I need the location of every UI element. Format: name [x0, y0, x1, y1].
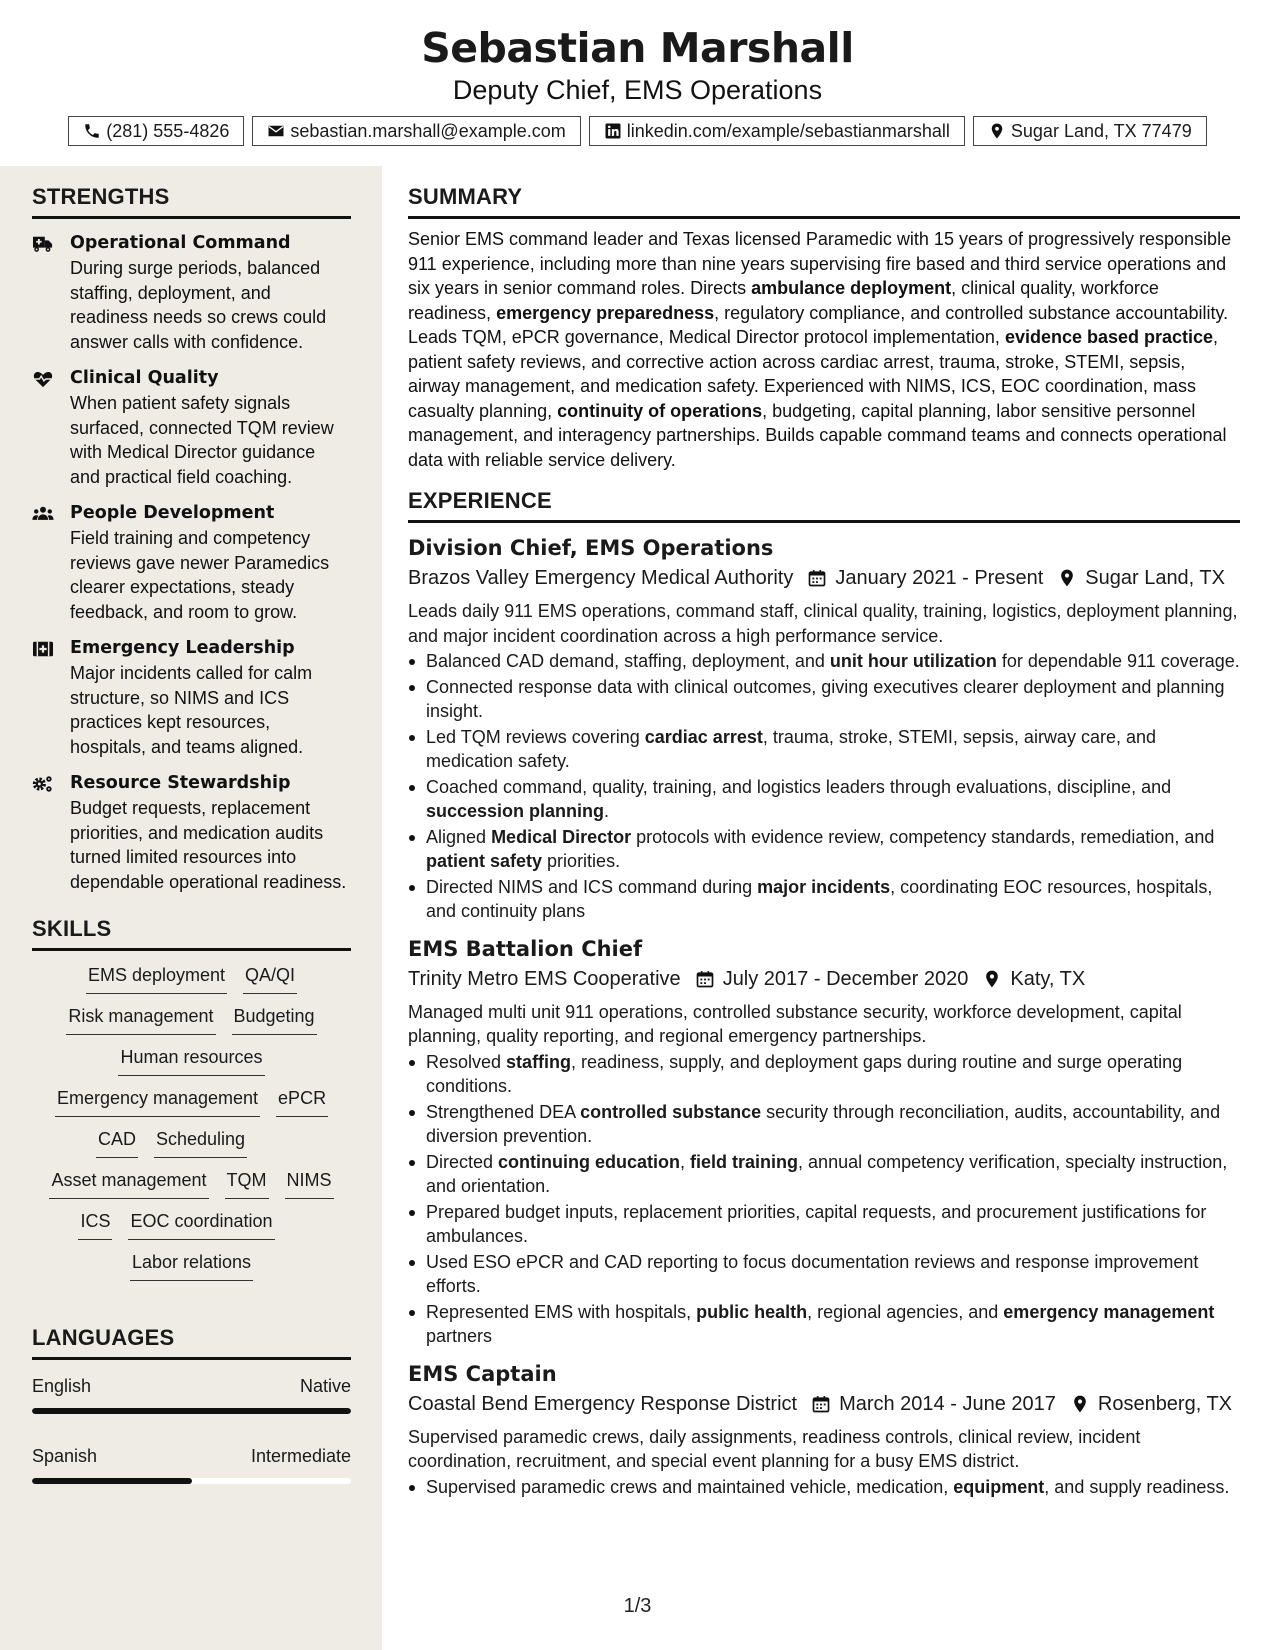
strength-desc: During surge periods, balanced staffing, deployment, and readiness needs so crews could answer calls with confidence. — [70, 258, 327, 352]
job-bullet: Directed NIMS and ICS command during major incidents, coordinating EOC resources, hospitals, and continuity plans — [408, 875, 1240, 924]
job-description: Managed multi unit 911 operations, controlled substance security, workforce development, capital planning, quality reporting, and regional emergency partnerships. — [408, 1001, 1182, 1046]
job-bullet: Directed continuing education, field training, annual competency verification, specialty instruction, and orientation. — [408, 1150, 1240, 1199]
language-proficiency-bar — [32, 1478, 351, 1484]
map-pin-icon — [988, 122, 1006, 140]
job-location: Sugar Land, TX — [1085, 567, 1225, 589]
job-dates: July 2017 - December 2020 — [722, 967, 969, 990]
strength-item — [32, 231, 350, 354]
strength-desc: When patient safety signals surfaced, connected TQM review with Medical Director guidance and practical field coaching. — [70, 393, 334, 487]
map-pin-icon — [982, 969, 1002, 989]
job-title: EMS Captain — [408, 1361, 557, 1386]
job-meta — [408, 1389, 1240, 1419]
strength-desc: Field training and competency reviews gave newer Paramedics clearer expectations, steady feedback, and room to grow. — [70, 528, 330, 622]
job-bullets — [408, 649, 1240, 924]
skill-tag: EMS deployment — [86, 961, 227, 994]
skill-tag: Asset management — [49, 1166, 208, 1199]
job-location: Rosenberg, TX — [1097, 1392, 1233, 1415]
language-level: Native — [299, 1376, 351, 1396]
calendar-icon — [695, 969, 715, 989]
contact-phone-text: (281) 555-4826 — [106, 120, 230, 141]
job-bullet: Supervised paramedic crews and maintained vehicle, medication, equipment, and supply readiness. — [408, 1475, 1240, 1500]
experience-entry — [408, 533, 1240, 924]
job-bullet: Led TQM reviews covering cardiac arrest, trauma, stroke, STEMI, sepsis, airway care, and medication safety. — [408, 725, 1240, 774]
language-name: Spanish — [32, 1446, 98, 1466]
job-meta — [408, 964, 1240, 994]
skill-tag: ePCR — [276, 1084, 328, 1117]
skill-tag: CAD — [96, 1125, 138, 1158]
contact-linkedin-text: linkedin.com/example/sebastianmarshall — [626, 120, 950, 141]
job-bullet: Coached command, quality, training, and logistics leaders through evaluations, discipline, and succession planning. — [408, 775, 1240, 824]
skill-tag: Budgeting — [232, 1002, 317, 1035]
language-name: English — [32, 1376, 92, 1396]
job-bullets — [408, 1050, 1240, 1349]
strength-desc: Budget requests, replacement priorities, and medication audits turned limited resources into dependable operational readiness. — [70, 798, 347, 892]
resume-header — [0, 0, 1275, 146]
page-number: 1/3 — [623, 1595, 652, 1617]
skill-tag: NIMS — [285, 1166, 334, 1199]
envelope-icon — [267, 122, 285, 140]
skill-tag: Emergency management — [55, 1084, 260, 1117]
contact-email-text: sebastian.marshall@example.com — [290, 120, 566, 141]
map-pin-icon — [1070, 1394, 1090, 1414]
strength-item — [32, 366, 350, 489]
contact-linkedin[interactable] — [589, 116, 965, 146]
job-description: Supervised paramedic crews, daily assignments, readiness controls, clinical review, incident coordination, recruitment, and special event planning for a busy EMS district. — [408, 1426, 1141, 1471]
language-item — [32, 1444, 351, 1484]
language-item — [32, 1374, 351, 1414]
job-bullet: Aligned Medical Director protocols with evidence review, competency standards, remediation, and patient safety priorities. — [408, 825, 1240, 874]
job-description: Leads daily 911 EMS operations, command staff, clinical quality, training, logistics, deployment planning, and major incident coordination across a high performance service. — [408, 601, 1238, 646]
sidebar — [0, 166, 382, 1650]
job-bullet: Connected response data with clinical outcomes, giving executives clearer deployment and planning insight. — [408, 675, 1240, 724]
experience-entry — [408, 934, 1240, 1349]
skill-tag: Labor relations — [130, 1248, 253, 1281]
main-content — [408, 166, 1240, 1499]
map-pin-icon — [1057, 568, 1077, 588]
kit-medical-icon — [32, 639, 54, 659]
experience-entry — [408, 1359, 1240, 1500]
job-dates: March 2014 - June 2017 — [839, 1392, 1056, 1415]
language-proficiency-bar — [32, 1408, 351, 1414]
skill-tag: Risk management — [66, 1002, 215, 1035]
skills-heading: SKILLS — [32, 914, 351, 951]
strength-title: Emergency Leadership — [70, 638, 295, 658]
job-bullet: Prepared budget inputs, replacement priorities, capital requests, and procurement justifications for ambulances. — [408, 1200, 1240, 1249]
contact-phone[interactable] — [68, 116, 244, 146]
job-bullet: Represented EMS with hospitals, public health, regional agencies, and emergency management partners — [408, 1300, 1240, 1349]
users-icon — [32, 504, 54, 524]
gears-icon — [32, 774, 54, 794]
job-bullets — [408, 1475, 1240, 1500]
skill-tag: ICS — [78, 1207, 112, 1240]
strength-title: People Development — [70, 503, 275, 523]
heart-pulse-icon — [32, 369, 54, 389]
skill-tag: TQM — [225, 1166, 269, 1199]
skill-tag: Scheduling — [154, 1125, 247, 1158]
candidate-title: Deputy Chief, EMS Operations — [452, 75, 823, 105]
calendar-icon — [807, 568, 827, 588]
truck-medical-icon — [32, 234, 54, 254]
job-bullet: Used ESO ePCR and CAD reporting to focus documentation reviews and response improvement efforts. — [408, 1250, 1240, 1299]
contact-bar — [0, 116, 1275, 146]
job-location: Katy, TX — [1010, 967, 1086, 990]
job-organization: Trinity Metro EMS Cooperative — [408, 967, 681, 990]
job-dates: January 2021 - Present — [835, 567, 1044, 589]
job-title: EMS Battalion Chief — [408, 936, 643, 961]
languages-heading: LANGUAGES — [32, 1323, 351, 1360]
skills-list — [32, 961, 351, 1281]
job-meta — [408, 563, 1240, 593]
language-level: Intermediate — [250, 1446, 351, 1466]
summary-text: Senior EMS command leader and Texas licensed Paramedic with 15 years of progressively responsible 911 experience, including more than nine years supervising fire based and third service operations and six years in senior command roles. Directs ambulance deployment, clinical quality, workforce readiness, emergency preparedness, regulatory compliance, and controlled substance accountability. Leads TQM, ePCR governance, Medical Director protocol implementation, evidence based practice, patient safety reviews, and corrective action across cardiac arrest, trauma, stroke, STEMI, sepsis, airway management, and medication safety. Experienced with NIMS, ICS, EOC coordination, mass casualty planning, continuity of operations, budgeting, capital planning, labor sensitive personnel management, and interagency partnerships. Builds capable command teams and connects operational data with reliable service delivery. — [408, 229, 1232, 470]
contact-email[interactable] — [252, 116, 580, 146]
strength-title: Clinical Quality — [70, 368, 219, 388]
strength-item — [32, 771, 350, 894]
strength-item — [32, 501, 350, 624]
contact-location-text: Sugar Land, TX 77479 — [1010, 120, 1192, 141]
experience-heading: EXPERIENCE — [408, 486, 1240, 523]
strength-item — [32, 636, 350, 759]
candidate-name: Sebastian Marshall — [421, 24, 854, 72]
linkedin-icon — [604, 122, 622, 140]
phone-icon — [83, 122, 101, 140]
job-bullet: Strengthened DEA controlled substance security through reconciliation, audits, accountability, and diversion prevention. — [408, 1100, 1240, 1149]
strengths-heading: STRENGTHS — [32, 182, 351, 219]
strength-title: Resource Stewardship — [70, 773, 291, 793]
skill-tag: QA/QI — [243, 961, 297, 994]
contact-location[interactable] — [973, 116, 1207, 146]
job-title: Division Chief, EMS Operations — [408, 536, 774, 560]
job-organization: Brazos Valley Emergency Medical Authority — [408, 567, 794, 589]
experience-list — [408, 533, 1240, 1499]
skill-tag: Human resources — [118, 1043, 264, 1076]
skill-tag: EOC coordination — [128, 1207, 274, 1240]
summary-heading: SUMMARY — [408, 182, 1240, 219]
strength-title: Operational Command — [70, 233, 291, 253]
calendar-icon — [811, 1394, 831, 1414]
job-bullet: Balanced CAD demand, staffing, deployment, and unit hour utilization for dependable 911 coverage. — [408, 649, 1240, 674]
job-bullet: Resolved staffing, readiness, supply, and deployment gaps during routine and surge operating conditions. — [408, 1050, 1240, 1099]
strength-desc: Major incidents called for calm structure, so NIMS and ICS practices kept resources, hospitals, and teams aligned. — [70, 663, 313, 757]
job-organization: Coastal Bend Emergency Response District — [408, 1392, 798, 1415]
